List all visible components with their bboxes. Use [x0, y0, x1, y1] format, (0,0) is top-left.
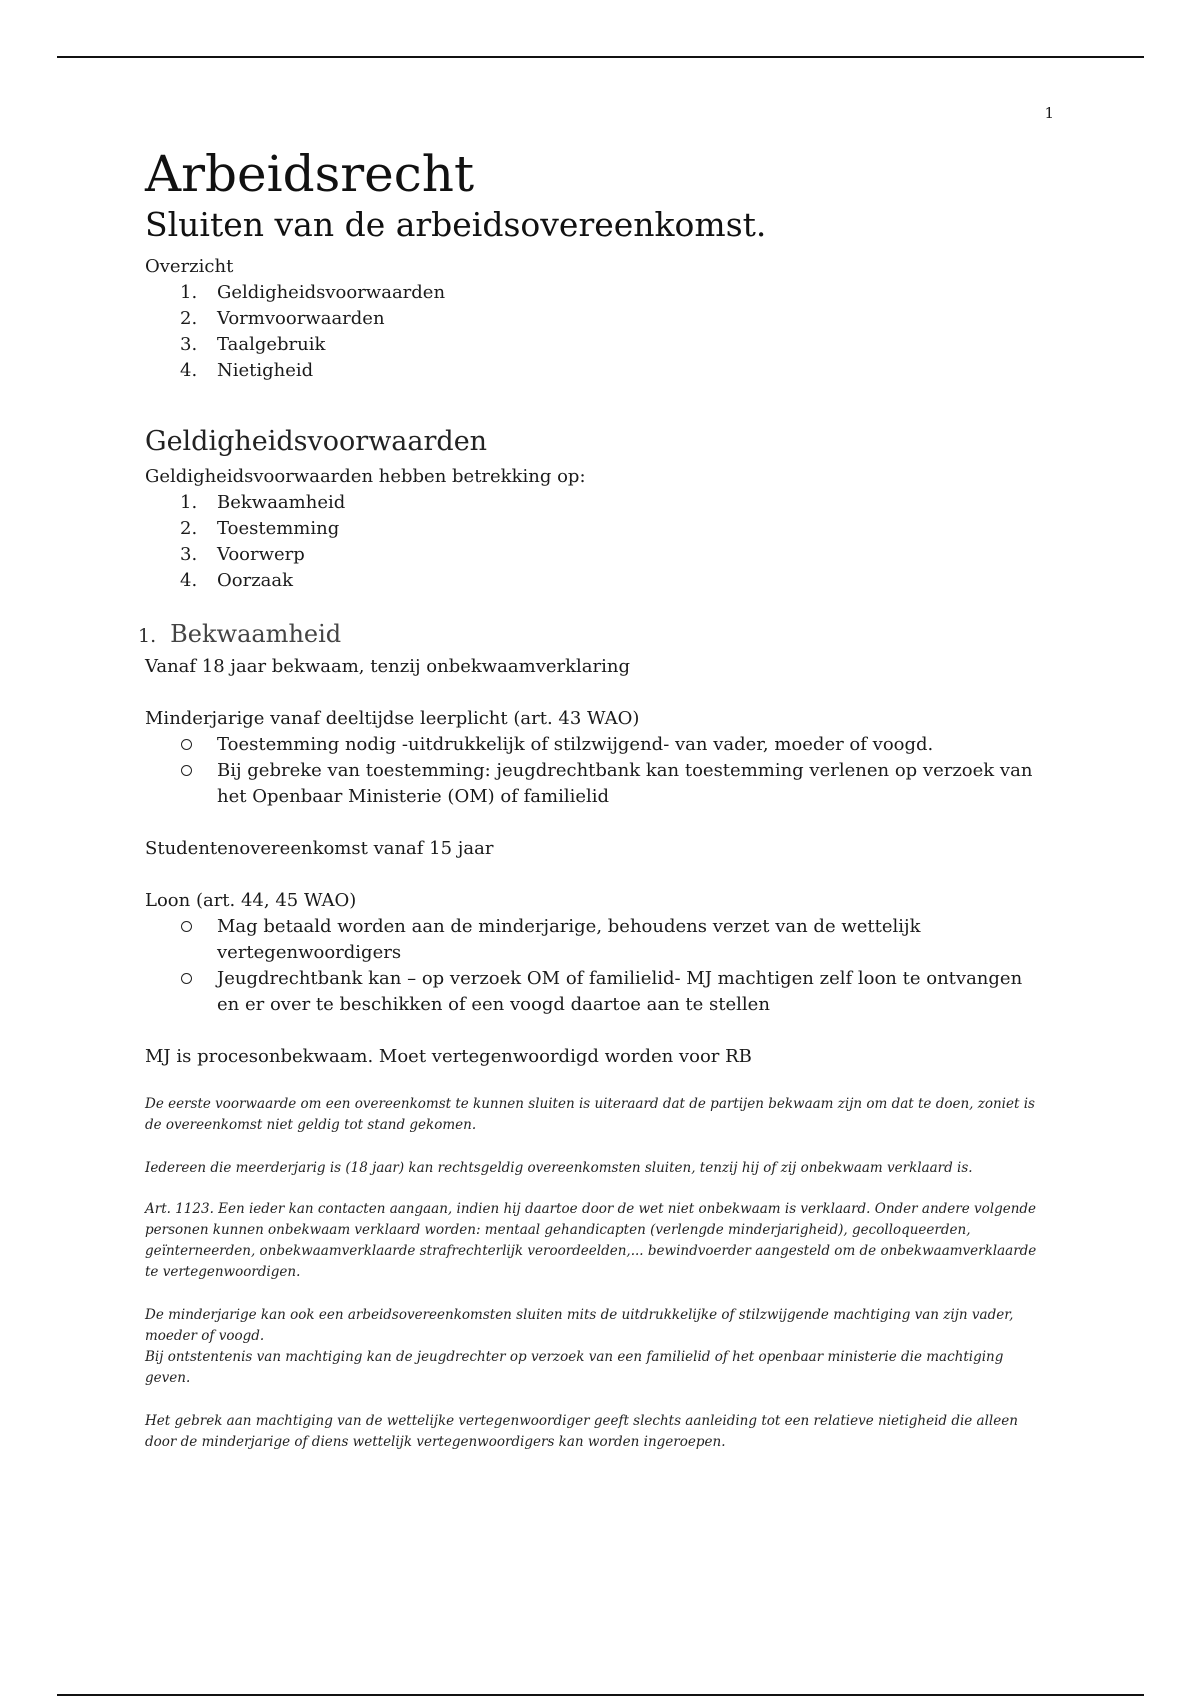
overview-list — [145, 280, 1045, 384]
list-item: 1. Geldigheidsvoorwaarden — [180, 282, 446, 303]
section-heading: Geldigheidsvoorwaarden — [145, 426, 488, 457]
list-item: 2. Toestemming — [180, 518, 340, 539]
note-paragraph: Iedereen die meerderjarig is (18 jaar) kan rechtsgeldig overeenkomsten sluiten, tenzij hij of zij onbekwaam verklaard is. — [145, 1160, 973, 1176]
list-item: 2. Vormvoorwaarden — [180, 308, 385, 329]
note-paragraph: Bij ontstentenis van machtiging kan de jeugdrechter op verzoek van een familielid of het openbaar ministerie die machtiging geven. — [145, 1349, 1004, 1386]
paragraph: Loon (art. 44, 45 WAO) — [145, 890, 357, 911]
list-item: Mag betaald worden aan de minderjarige, behoudens verzet van de wettelijk vertegenwoordigers — [217, 914, 1045, 966]
note-paragraph: Het gebrek aan machtiging van de wettelijke vertegenwoordiger geeft slechts aanleiding tot een relatieve nietigheid die alleen door de minderjarige of diens wettelijk vertegenwoordigers kan worden ingeroepen. — [145, 1413, 1018, 1450]
document-title: Arbeidsrecht — [145, 145, 475, 203]
note-paragraph: De eerste voorwaarde om een overeenkomst te kunnen sluiten is uiteraard dat de partijen bekwaam zijn om dat te doen, zoniet is de overeenkomst niet geldig tot stand gekomen. — [145, 1096, 1035, 1133]
circle-bullet-icon — [181, 739, 192, 750]
header-rule — [57, 56, 1144, 58]
list-item: 1. Bekwaamheid — [180, 492, 346, 513]
list-item: 4. Oorzaak — [180, 570, 294, 591]
list-item: 3. Voorwerp — [180, 544, 305, 565]
list-item: 3. Taalgebruik — [180, 334, 326, 355]
document-subtitle: Sluiten van de arbeidsovereenkomst. — [145, 205, 767, 244]
circle-bullet-icon — [181, 765, 192, 776]
list-item: Jeugdrechtbank kan – op verzoek OM of familielid- MJ machtigen zelf loon te ontvangen en er over te beschikken of een voogd daartoe aan te stellen — [217, 966, 1045, 1018]
page-number: 1 — [1044, 104, 1054, 122]
conditions-list — [145, 490, 1045, 594]
subsection-heading: 1. Bekwaamheid — [138, 620, 342, 648]
list-item: Bij gebreke van toestemming: jeugdrechtbank kan toestemming verlenen op verzoek van het Openbaar Ministerie (OM) of familielid — [217, 758, 1045, 810]
note-paragraph: De minderjarige kan ook een arbeidsovereenkomsten sluiten mits de uitdrukkelijke of stilzwijgende machtiging van zijn vader, moeder of voogd. — [145, 1307, 1014, 1344]
list-item: Toestemming nodig -uitdrukkelijk of stilzwijgend- van vader, moeder of voogd. — [217, 732, 1045, 758]
bullet-list — [145, 732, 1045, 810]
footer-rule — [57, 1694, 1144, 1696]
circle-bullet-icon — [181, 973, 192, 984]
paragraph: Minderjarige vanaf deeltijdse leerplicht (art. 43 WAO) — [145, 708, 640, 729]
paragraph: Vanaf 18 jaar bekwaam, tenzij onbekwaamverklaring — [145, 656, 631, 677]
bullet-list — [145, 914, 1045, 1018]
circle-bullet-icon — [181, 921, 192, 932]
overview-label: Overzicht — [145, 256, 234, 277]
paragraph: MJ is procesonbekwaam. Moet vertegenwoordigd worden voor RB — [145, 1046, 752, 1067]
document-body — [138, 144, 1045, 1453]
list-item: 4. Nietigheid — [180, 360, 314, 381]
section-intro: Geldigheidsvoorwaarden hebben betrekking op: — [145, 466, 586, 487]
paragraph: Studentenovereenkomst vanaf 15 jaar — [145, 838, 494, 859]
note-paragraph: Art. 1123. Een ieder kan contacten aangaan, indien hij daartoe door de wet niet onbekwaam is verklaard. Onder andere volgende personen kunnen onbekwaam verklaard worden: mentaal gehandicapten (verlengde minderjarigheid), gecolloqueerden, geïnterneerden, onbekwaamverklaarde strafrechterlijk veroordeelden,... bewindvoerder aangesteld om de onbekwaamverklaarde te vertegenwoordigen. — [145, 1201, 1037, 1280]
